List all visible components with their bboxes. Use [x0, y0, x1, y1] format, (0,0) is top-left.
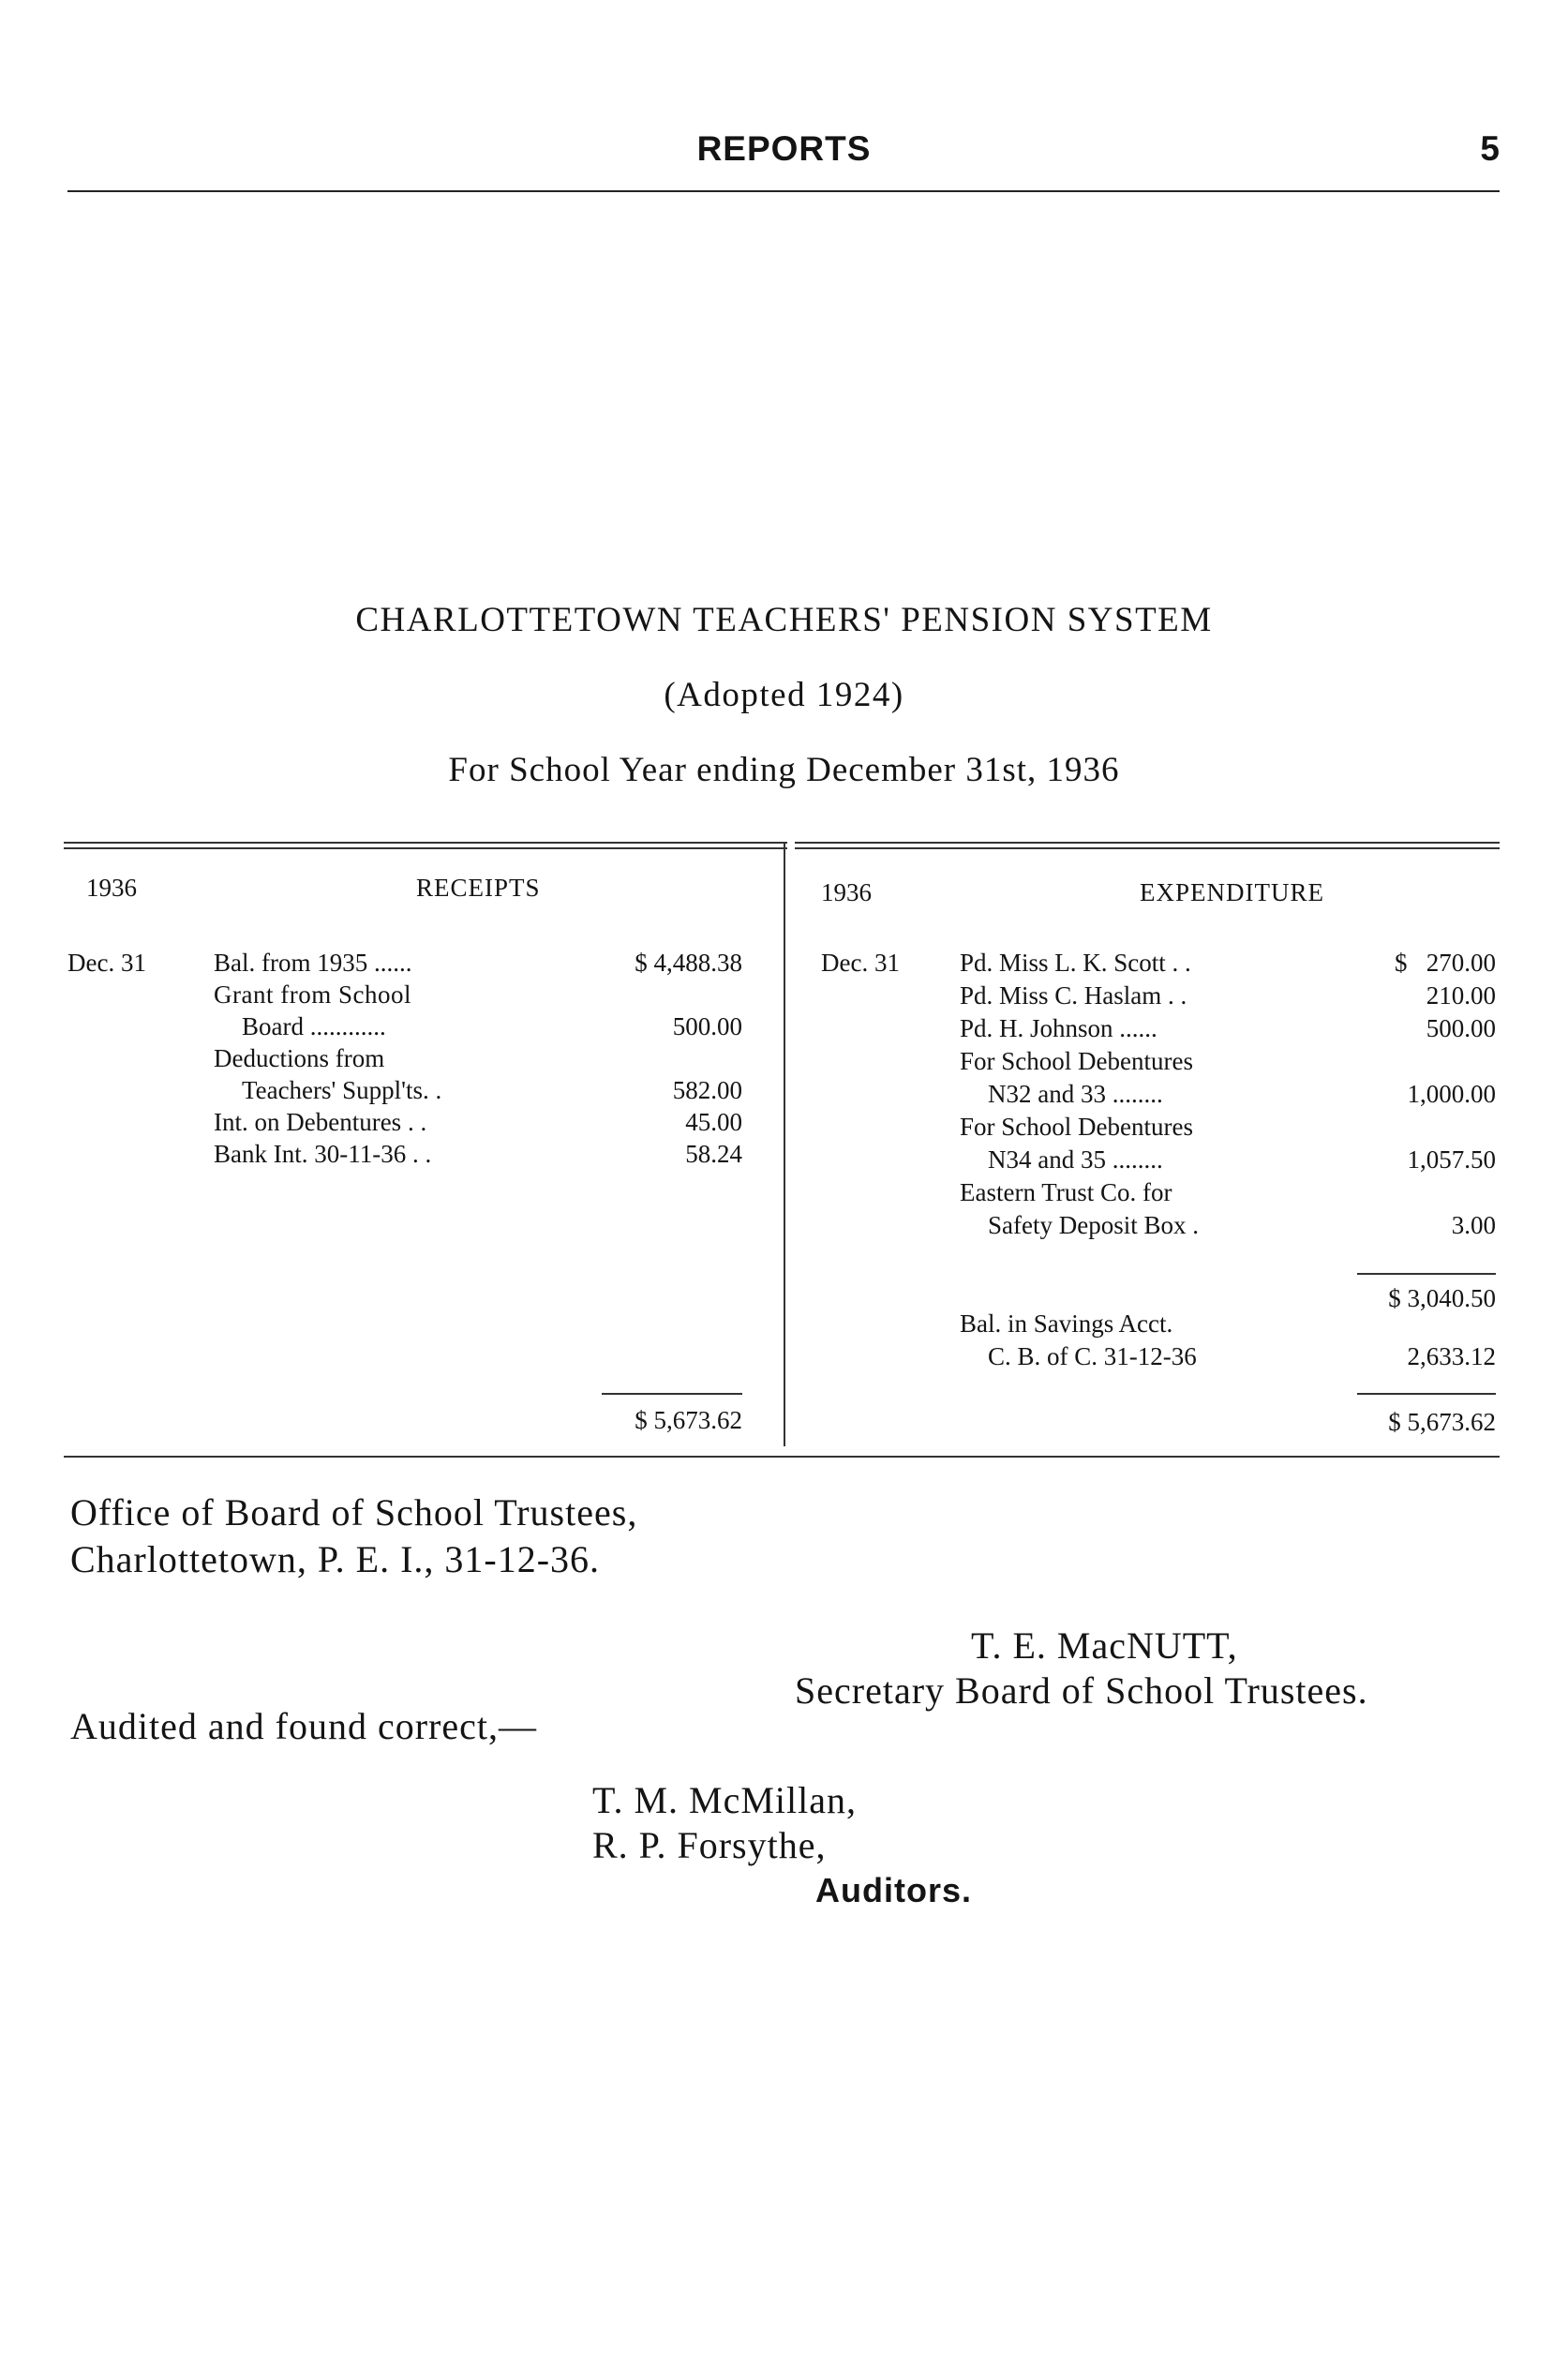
receipts-total-rule [602, 1393, 742, 1395]
expenditure-date: Dec. 31 [821, 949, 900, 977]
expenditure-balance-amount: 2,633.12 [1407, 1342, 1496, 1370]
auditor-1: T. M. McMillan, [592, 1779, 858, 1821]
secretary-title: Secretary Board of School Trustees. [795, 1669, 1368, 1712]
expenditure-line [960, 1078, 1496, 1111]
table-top-rule-right [795, 842, 1500, 844]
expenditure-year: 1936 [821, 878, 872, 906]
page-number: 5 [1480, 129, 1500, 168]
receipt-line-text: Int. on Debentures . . [214, 1108, 427, 1136]
receipt-line-amount: 58.24 [685, 1140, 742, 1168]
expenditure-subtotal-rule [1357, 1273, 1496, 1275]
expenditure-line-text: For School Debentures [960, 1047, 1193, 1075]
expenditure-line-amount: 1,057.50 [1407, 1145, 1496, 1174]
expenditure-line-text: Eastern Trust Co. for [960, 1178, 1172, 1206]
expenditure-line-text: Pd. H. Johnson ...... [960, 1014, 1157, 1042]
receipts-total: $ 5,673.62 [635, 1406, 742, 1434]
report-title: CHARLOTTETOWN TEACHERS' PENSION SYSTEM [355, 601, 1213, 639]
receipt-line-text: Board ............ [242, 1012, 386, 1040]
expenditure-line [960, 1045, 1496, 1078]
expenditure-balance-label-2: C. B. of C. 31-12-36 [988, 1342, 1197, 1370]
receipt-line [214, 1010, 742, 1042]
receipt-line [214, 1106, 742, 1138]
expenditure-line [960, 1111, 1496, 1144]
receipt-line-amount: 45.00 [685, 1108, 742, 1136]
expenditure-line-text: N32 and 33 ........ [988, 1080, 1163, 1108]
receipts-date: Dec. 31 [67, 949, 146, 977]
expenditure-line [960, 1176, 1496, 1209]
expenditure-lines [960, 947, 1496, 1242]
expenditure-heading: EXPENDITURE [1140, 878, 1324, 906]
report-period: For School Year ending December 31st, 1936 [448, 751, 1120, 789]
expenditure-line-text: N34 and 35 ........ [988, 1145, 1163, 1174]
expenditure-line-text: Safety Deposit Box . [988, 1211, 1199, 1239]
expenditure-line-amount: $ 270.00 [1395, 949, 1496, 977]
receipt-line-amount: 500.00 [672, 1012, 742, 1040]
receipt-line-text: Bal. from 1935 ...... [214, 949, 412, 977]
expenditure-subtotal: $ 3,040.50 [1388, 1284, 1496, 1312]
expenditure-line-amount: 1,000.00 [1407, 1080, 1496, 1108]
report-subtitle: (Adopted 1924) [664, 676, 904, 714]
audited-statement: Audited and found correct,— [70, 1705, 537, 1747]
header-rule [67, 190, 1500, 192]
expenditure-line-text: Pd. Miss C. Haslam . . [960, 981, 1187, 1010]
receipt-line [214, 1042, 742, 1074]
table-top-rule-left-2 [64, 847, 787, 849]
receipts-year: 1936 [86, 874, 137, 902]
receipt-line [214, 1074, 742, 1106]
table-top-rule-left [64, 842, 787, 844]
secretary-name: T. E. MacNUTT, [971, 1624, 1238, 1667]
office-line-2: Charlottetown, P. E. I., 31-12-36. [70, 1538, 601, 1580]
office-line-1: Office of Board of School Trustees, [70, 1491, 638, 1534]
expenditure-line-text: Pd. Miss L. K. Scott . . [960, 949, 1191, 977]
receipt-line-text: Grant from School [214, 980, 411, 1009]
expenditure-line [960, 1012, 1496, 1045]
receipt-line-amount: $ 4,488.38 [635, 949, 742, 977]
expenditure-total: $ 5,673.62 [1388, 1408, 1496, 1436]
table-column-divider [784, 842, 785, 1446]
receipt-line-text: Bank Int. 30-11-36 . . [214, 1140, 432, 1168]
expenditure-line [960, 1209, 1496, 1242]
expenditure-line-text: For School Debentures [960, 1113, 1193, 1141]
table-bottom-rule [64, 1456, 1500, 1458]
table-top-rule-right-2 [795, 847, 1500, 849]
expenditure-total-rule [1357, 1393, 1496, 1395]
receipt-line-text: Deductions from [214, 1044, 385, 1072]
running-header-title: REPORTS [696, 129, 872, 168]
receipt-line [214, 947, 742, 979]
expenditure-line [960, 980, 1496, 1012]
receipt-line [214, 979, 742, 1010]
expenditure-line [960, 1144, 1496, 1176]
expenditure-line-amount: 210.00 [1426, 981, 1496, 1010]
auditor-2: R. P. Forsythe, [592, 1824, 827, 1866]
expenditure-line-amount: 3.00 [1451, 1211, 1496, 1239]
auditors-label: Auditors. [815, 1871, 972, 1909]
receipt-line [214, 1138, 742, 1170]
expenditure-line-amount: 500.00 [1426, 1014, 1496, 1042]
expenditure-line [960, 947, 1496, 980]
receipts-heading: RECEIPTS [416, 874, 541, 902]
receipt-line-text: Teachers' Suppl'ts. . [242, 1076, 442, 1104]
receipt-line-amount: 582.00 [672, 1076, 742, 1104]
expenditure-balance-label: Bal. in Savings Acct. [960, 1309, 1173, 1338]
receipts-lines [214, 947, 742, 1170]
